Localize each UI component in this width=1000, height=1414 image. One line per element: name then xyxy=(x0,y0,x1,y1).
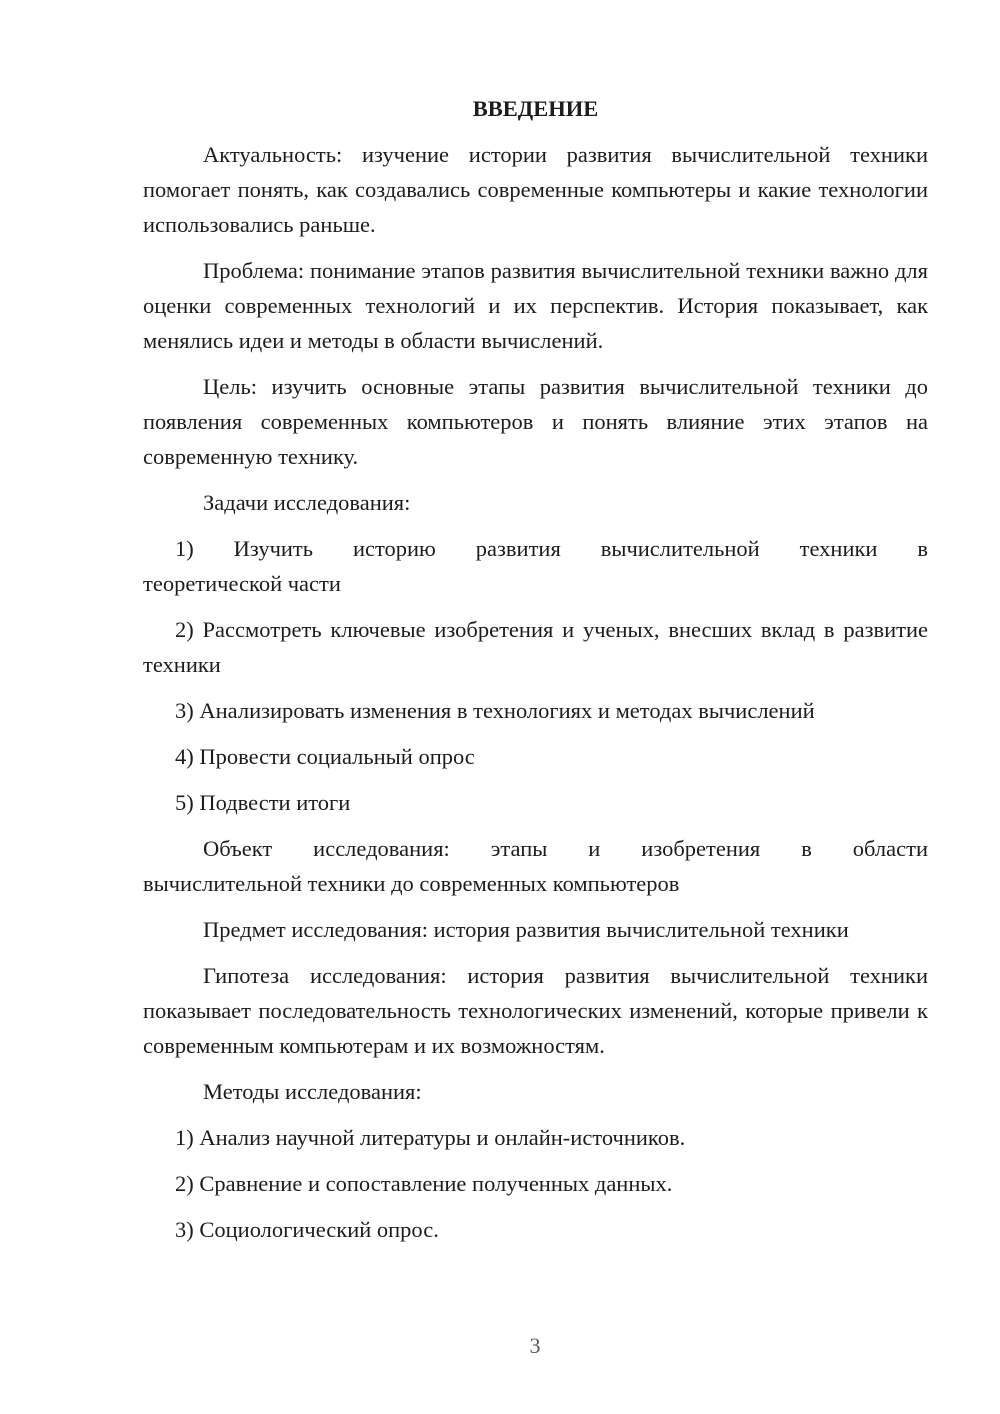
task-item-2: 2) Рассмотреть ключевые изобретения и ученых, внесших вклад в развитие техники xyxy=(143,617,928,677)
object-line-1: Объект исследования: этапы и изобретения в области xyxy=(203,836,928,861)
task-item-1-line-1: 1) Изучить историю развития вычислительной техники в xyxy=(175,536,928,561)
problem-paragraph: Проблема: понимание этапов развития вычислительной техники важно для оценки современных технологий и их перспектив. История показывает, как менялись идеи и методы в области вычислений. xyxy=(143,258,928,353)
section-title: ВВЕДЕНИЕ xyxy=(472,96,599,121)
document-page xyxy=(143,91,928,1258)
method-item-3: 3) Социологический опрос. xyxy=(175,1217,439,1242)
method-item-1: 1) Анализ научной литературы и онлайн-источников. xyxy=(175,1125,686,1150)
task-item-5: 5) Подвести итоги xyxy=(175,790,351,815)
tasks-heading: Задачи исследования: xyxy=(203,490,411,515)
task-item-1-line-2: теоретической части xyxy=(143,571,341,596)
task-item-4: 4) Провести социальный опрос xyxy=(175,744,475,769)
method-item-2: 2) Сравнение и сопоставление полученных данных. xyxy=(175,1171,673,1196)
object-paragraph xyxy=(143,831,928,901)
hypothesis-paragraph: Гипотеза исследования: история развития вычислительной техники показывает последовательность технологических изменений, которые привели к современным компьютерам и их возможностям. xyxy=(143,963,928,1058)
page-number: 3 xyxy=(529,1333,541,1358)
object-line-2: вычислительной техники до современных компьютеров xyxy=(143,871,680,896)
methods-heading: Методы исследования: xyxy=(203,1079,422,1104)
task-item-3: 3) Анализировать изменения в технологиях и методах вычислений xyxy=(175,698,815,723)
task-item-1 xyxy=(143,531,928,601)
relevance-paragraph: Актуальность: изучение истории развития вычислительной техники помогает понять, как создавались современные компьютеры и какие технологии использовались раньше. xyxy=(143,142,928,237)
subject-paragraph: Предмет исследования: история развития вычислительной техники xyxy=(203,917,849,942)
goal-paragraph: Цель: изучить основные этапы развития вычислительной техники до появления современных компьютеров и понять влияние этих этапов на современную технику. xyxy=(143,374,928,469)
